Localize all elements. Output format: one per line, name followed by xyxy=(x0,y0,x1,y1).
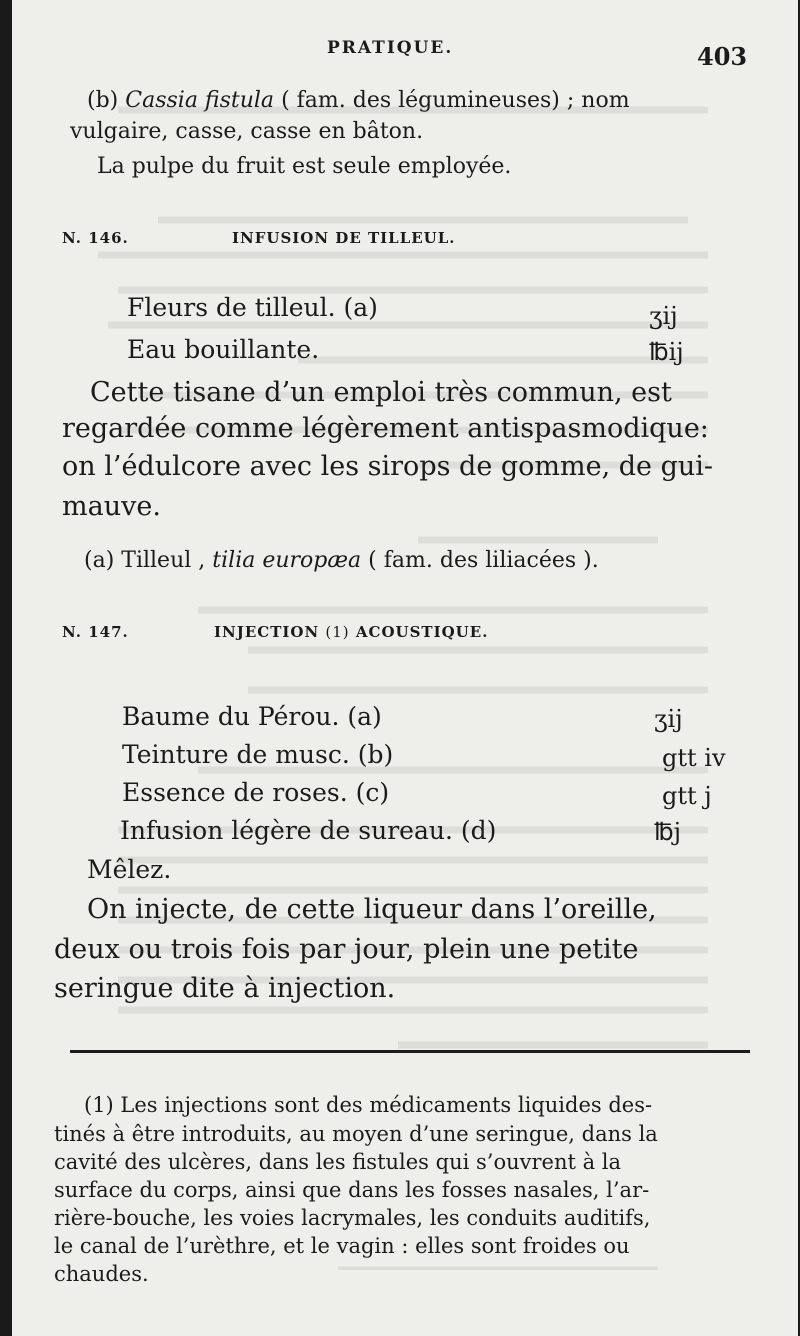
recipe-147-ingredient-1: Baume du Pérou. (a) xyxy=(122,702,382,731)
recipe-147-title xyxy=(214,623,488,641)
recipe-146-quantity-2: ℔ij xyxy=(649,338,684,366)
recipe-146-ingredient-1: Fleurs de tilleul. (a) xyxy=(127,293,378,322)
recipe-146-text-1: Cette tisane d’un emploi très commun, est xyxy=(90,377,672,408)
footnote-line-4: surface du corps, ainsi que dans les fosses nasales, l’ar- xyxy=(54,1178,650,1202)
recipe-147-title-a: INJECTION xyxy=(214,623,320,641)
recipe-147-ingredient-2: Teinture de musc. (b) xyxy=(122,740,394,769)
footnote-line-3: cavité des ulcères, dans les fistules qui s’ouvrent à la xyxy=(54,1150,622,1174)
page-number: 403 xyxy=(697,42,748,71)
note-suffix: ( fam. des liliacées ). xyxy=(368,548,599,573)
recipe-147-quantity-3: gtt j xyxy=(662,782,712,810)
footnote-line-2: tinés à être introduits, au moyen d’une seringue, dans la xyxy=(54,1122,658,1146)
recipe-146-number: N. 146. xyxy=(62,229,129,247)
recipe-147-ingredient-4: Infusion légère de sureau. (d) xyxy=(120,816,497,845)
footnote-line-6: le canal de l’urèthre, et le vagin : elles sont froides ou xyxy=(54,1234,630,1258)
recipe-147-quantity-2: gtt iv xyxy=(662,744,726,772)
recipe-147-title-b: ACOUSTIQUE. xyxy=(355,623,489,641)
footnote-line-1: (1) Les injections sont des médicaments liquides des- xyxy=(84,1093,653,1117)
recipe-146-ingredient-2: Eau bouillante. xyxy=(127,335,320,364)
recipe-146-title: INFUSION DE TILLEUL. xyxy=(232,229,456,247)
recipe-146-text-4: mauve. xyxy=(62,491,161,522)
intro-line-2: vulgaire, casse, casse en bâton. xyxy=(70,119,424,144)
recipe-146-quantity-1: ʒij xyxy=(649,302,678,330)
footnote-line-5: rière-bouche, les voies lacrymales, les conduits auditifs, xyxy=(54,1206,651,1230)
intro-line-1 xyxy=(87,88,630,113)
recipe-147-text-3: seringue dite à injection. xyxy=(54,973,396,1004)
recipe-146-note xyxy=(84,548,599,573)
recipe-146-text-2: regardée comme légèrement antispasmodique: xyxy=(62,413,709,444)
recipe-147-ingredient-3: Essence de roses. (c) xyxy=(122,778,390,807)
intro-latin-name: Cassia fistula xyxy=(125,88,275,113)
recipe-146-text-3: on l’édulcore avec les sirops de gomme, de gui- xyxy=(62,451,714,482)
footnote-ref: (1) xyxy=(325,623,350,641)
intro-line-3: La pulpe du fruit est seule employée. xyxy=(97,154,512,179)
book-page xyxy=(12,0,798,1336)
recipe-147-text-2: deux ou trois fois par jour, plein une petite xyxy=(54,934,639,965)
intro-line-1-rest: ( fam. des légumineuses) ; nom xyxy=(281,88,630,113)
footnote-divider xyxy=(70,1050,750,1053)
intro-label: (b) xyxy=(87,88,119,113)
running-head: PRATIQUE. xyxy=(327,38,454,58)
note-latin: tilia europæa xyxy=(212,548,362,573)
recipe-147-quantity-4: ℔j xyxy=(654,818,682,846)
note-prefix: (a) Tilleul , xyxy=(84,548,206,573)
bleed-through-lines xyxy=(78,70,718,1270)
recipe-147-quantity-1: ʒij xyxy=(654,705,683,733)
footnote-line-7: chaudes. xyxy=(54,1262,149,1286)
melez-label: Mêlez. xyxy=(87,855,172,884)
recipe-147-text-1: On injecte, de cette liqueur dans l’oreille, xyxy=(87,894,657,925)
recipe-147-number: N. 147. xyxy=(62,623,129,641)
